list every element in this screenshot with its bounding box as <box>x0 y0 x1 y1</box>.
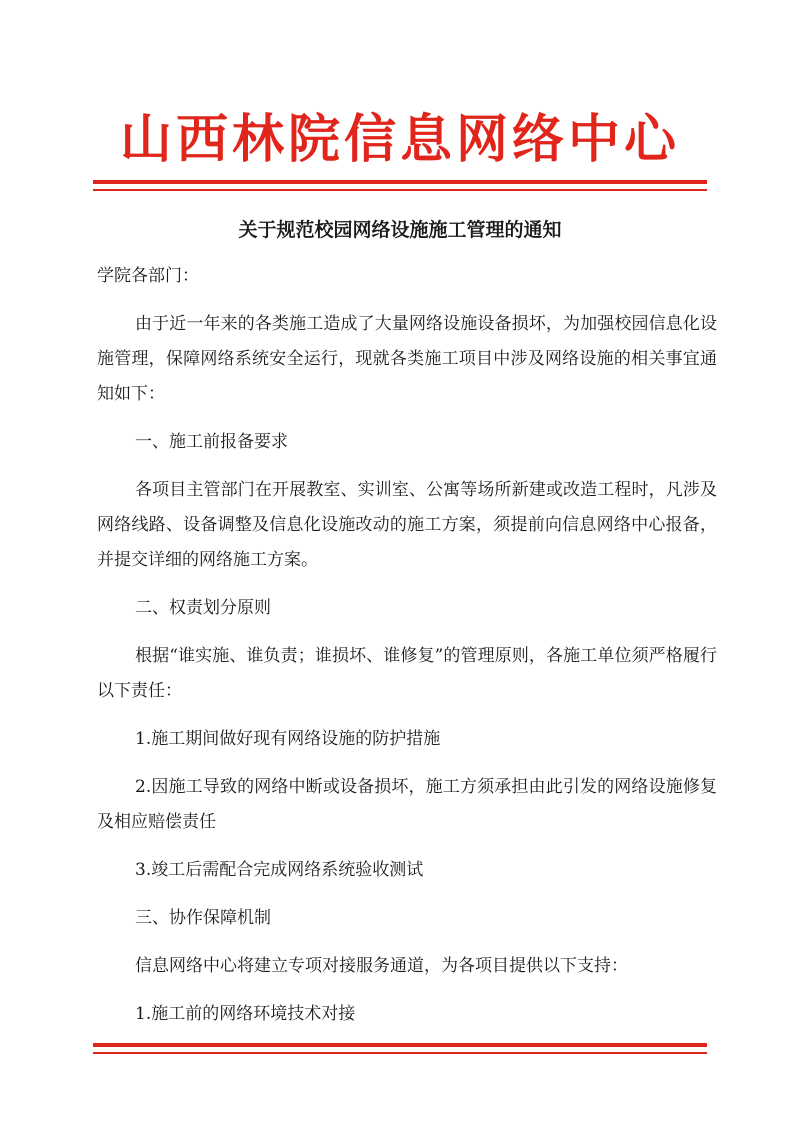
intro-paragraph: 由于近一年来的各类施工造成了大量网络设施设备损坏，为加强校园信息化设施管理，保障网络系统安全运行，现就各类施工项目中涉及网络设施的相关事宜通知如下： <box>97 314 717 404</box>
salutation: 学院各部门： <box>97 266 199 286</box>
section-3-body: 信息网络中心将建立专项对接服务通道，为各项目提供以下支持： <box>135 956 628 976</box>
section-2-item-2: 2.因施工导致的网络中断或设备损坏，施工方须承担由此引发的网络设施修复及相应赔偿责任 <box>97 777 717 832</box>
org-masthead: 山西林院信息网络中心 <box>119 109 680 170</box>
footer-rule-thin <box>93 1052 707 1054</box>
section-2-heading: 二、权责划分原则 <box>135 598 271 618</box>
document-title: 关于规范校园网络设施施工管理的通知 <box>238 219 562 241</box>
section-2-item-3: 3.竣工后需配合完成网络系统验收测试 <box>135 860 424 880</box>
document-body <box>97 259 717 1045</box>
section-2-item-1: 1.施工期间做好现有网络设施的防护措施 <box>135 729 441 749</box>
footer-rule-thick <box>93 1043 707 1047</box>
section-3-heading: 三、协作保障机制 <box>135 908 271 928</box>
section-1-body: 各项目主管部门在开展教室、实训室、公寓等场所新建或改造工程时，凡涉及网络线路、设备调整及信息化设施改动的施工方案，须提前向信息网络中心报备，并提交详细的网络施工方案。 <box>97 480 717 570</box>
header-rule-thick <box>93 180 707 184</box>
section-3-item-1: 1.施工前的网络环境技术对接 <box>135 1004 356 1024</box>
section-1-heading: 一、施工前报备要求 <box>135 432 288 452</box>
header-rule-thin <box>93 189 707 191</box>
section-2-body: 根据“谁实施、谁负责；谁损坏、谁修复”的管理原则，各施工单位须严格履行以下责任： <box>97 646 717 701</box>
